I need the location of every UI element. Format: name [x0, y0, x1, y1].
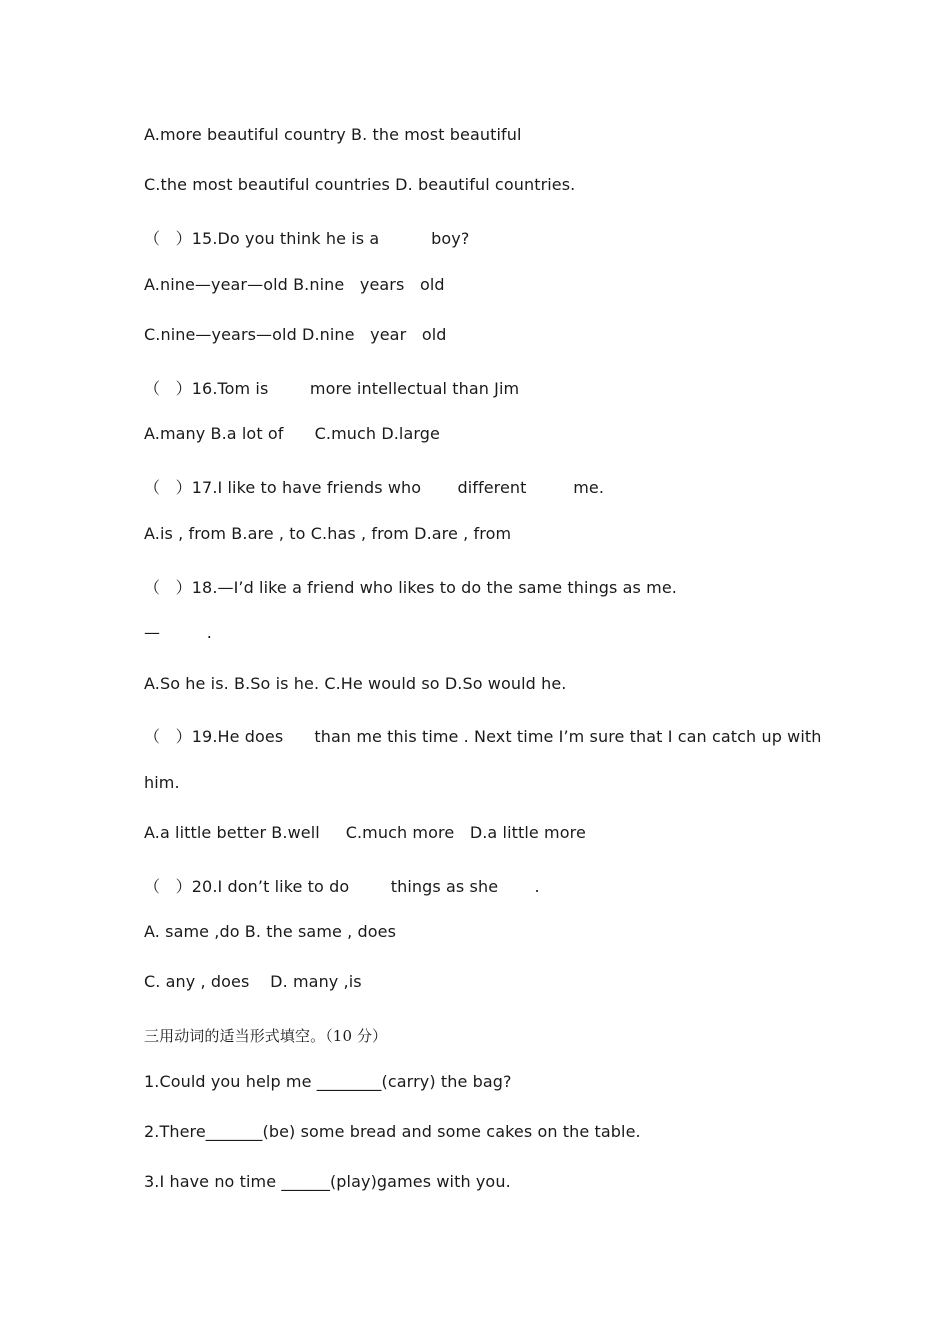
question-18: （ ）18.—I’d like a friend who likes to do the same things as me.: [144, 578, 677, 597]
question-19-continued: him.: [144, 773, 180, 792]
q16-options: A.many B.a lot of C.much D.large: [144, 424, 440, 443]
question-16: （ ）16.Tom is more intellectual than Jim: [144, 379, 520, 398]
question-19: （ ）19.He does than me this time . Next time I’m sure that I can catch up with: [144, 727, 822, 746]
q14-options-cd: C.the most beautiful countries D. beautiful countries.: [144, 175, 576, 194]
fill-in-1: 1.Could you help me ________(carry) the bag?: [144, 1072, 512, 1091]
q18-response-blank: — .: [144, 623, 212, 642]
q15-options-ab: A.nine—year—old B.nine years old: [144, 275, 445, 294]
question-20: （ ）20.I don’t like to do things as she .: [144, 877, 540, 896]
section-three-heading: 三用动词的适当形式填空。（10 分）: [144, 1027, 388, 1045]
q14-options-ab: A.more beautiful country B. the most beautiful: [144, 125, 522, 144]
q18-options: A.So he is. B.So is he. C.He would so D.So would he.: [144, 674, 567, 693]
fill-in-3: 3.I have no time ______(play)games with you.: [144, 1172, 511, 1191]
q17-options: A.is , from B.are , to C.has , from D.are , from: [144, 524, 512, 543]
q15-options-cd: C.nine—years—old D.nine year old: [144, 325, 447, 344]
q20-options-ab: A. same ,do B. the same , does: [144, 922, 397, 941]
question-17: （ ）17.I like to have friends who different me.: [144, 478, 605, 497]
question-15: （ ）15.Do you think he is a boy?: [144, 229, 470, 248]
q19-options: A.a little better B.well C.much more D.a little more: [144, 823, 586, 842]
q20-options-cd: C. any , does D. many ,is: [144, 972, 362, 991]
fill-in-2: 2.There_______(be) some bread and some cakes on the table.: [144, 1122, 641, 1141]
